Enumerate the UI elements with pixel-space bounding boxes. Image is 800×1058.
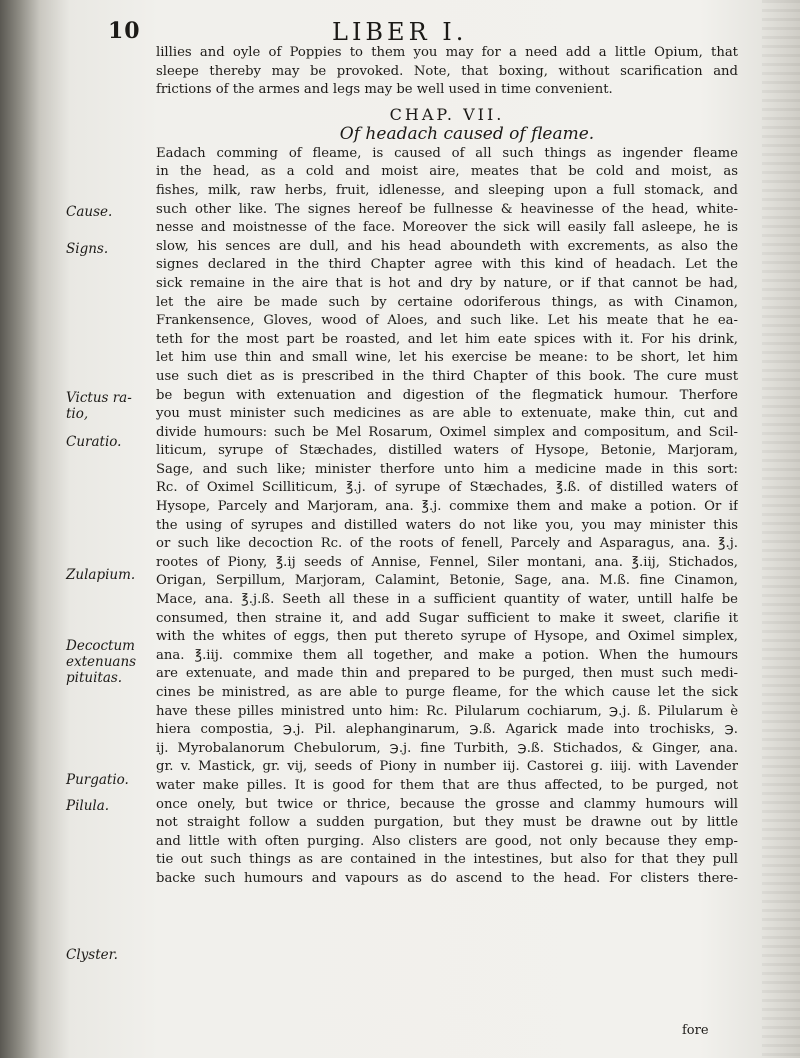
sidenote-clyster: Clyster. [66, 947, 118, 963]
text-line: lillies and oyle of Poppies to them you may for a need add a little Opium, that [156, 45, 738, 60]
sidenote-purge: Purgatio. [66, 772, 129, 788]
text-line: divide humours: such be Mel Rosarum, Oximel simplex and compositum, and Scil- [156, 424, 738, 440]
sidenote-decoction-line: Decoctum [66, 638, 135, 654]
sidenote-cure: Curatio. [66, 434, 122, 450]
text-line: and little with often purging. Also clisters are good, not only because they emp- [156, 833, 738, 849]
text-line: ana. ℥.iij. commixe them all together, and make a potion. When the humours [156, 647, 738, 663]
text-line: Rc. of Oximel Scilliticum, ℥.j. of syrupe of Stæchades, ℥.ß. of distilled waters of [156, 480, 738, 496]
text-line: let him use thin and small wine, let his exercise be meane: to be short, let him [156, 350, 738, 366]
text-line: Mace, ana. ℥.j.ß. Seeth all these in a sufficient quantity of water, untill halfe be [156, 592, 738, 608]
sidenote-diet-line: Victus ra- [66, 390, 132, 406]
book-title: LIBER I. [332, 18, 468, 46]
text-line: rootes of Piony, ℥.ij seeds of Annise, Fennel, Siler montani, ana. ℥.iij, Stichados, [156, 554, 738, 570]
text-line: you must minister such medicines as are able to extenuate, make thin, cut and [156, 406, 738, 422]
text-line: backe such humours and vapours as do ascend to the head. For clisters there- [156, 870, 738, 886]
chapter-number: CHAP. VII. [389, 104, 505, 124]
sidenote-diet-line: tio, [66, 406, 89, 422]
text-line: gr. v. Mastick, gr. vij, seeds of Piony in number iij. Castorei g. iiij. with Lavender [156, 759, 738, 775]
running-head [100, 18, 660, 46]
sidenote-diet [66, 390, 152, 422]
text-line: in the head, as a cold and moist aire, meates that be cold and moist, as [156, 164, 738, 180]
text-line: ij. Myrobalanorum Chebulorum, ℈.j. fine Turbith, ℈.ß. Stichados, & Ginger, ana. [156, 740, 738, 756]
sidenote-decoction [66, 638, 152, 686]
text-line: have these pilles ministred unto him: Rc. Pilularum cochiarum, ℈.j. ß. Pilularum è [156, 703, 738, 719]
text-line: sleepe thereby may be provoked. Note, that boxing, without scarification and [156, 63, 738, 79]
text-line: nesse and moistnesse of the face. Moreover the sick will easily fall asleepe, he is [156, 220, 738, 236]
catchword: fore [682, 1023, 709, 1038]
text-line: teth for the most part be roasted, and let him eate spices with it. For his drink, [156, 331, 738, 347]
text-line: not straight follow a sudden purgation, but they must be drawne out by little [156, 815, 738, 831]
text-line: be begun with extenuation and digestion of the flegmatick humour. Therfore [156, 387, 738, 403]
text-line: sick remaine in the aire that is hot and dry by nature, or if that cannot be had, [156, 275, 738, 291]
chapter-title: Of headach caused of fleame. [339, 123, 595, 144]
facing-page-bleed [762, 0, 800, 1058]
text-line: once onely, but twice or thrice, because the grosse and clammy humours will [156, 796, 738, 812]
sidenote-julep: Zulapium. [66, 567, 136, 583]
text-line: use such diet as is prescribed in the third Chapter of this book. The cure must [156, 368, 738, 384]
text-line: such other like. The signes hereof be fullnesse & heavinesse of the head, white- [156, 201, 738, 217]
text-line: let the aire be made such by certaine odoriferous things, as with Cinamon, [156, 294, 738, 310]
text-line: cines be ministred, as are able to purge fleame, for the which cause let the sick [156, 685, 738, 700]
text-block [156, 44, 738, 889]
text-line: fishes, milk, raw herbs, fruit, idlenesse, and sleeping upon a full stomack, and [156, 182, 738, 198]
text-line: are extenuate, and made thin and prepared to be purged, then must such medi- [156, 666, 738, 682]
sidenote-cause: Cause. [66, 204, 113, 220]
text-line: slow, his sences are dull, and his head aboundeth with excrements, as also the [156, 238, 738, 254]
sidenote-pills: Pilula. [66, 798, 110, 814]
text-line: Frankensence, Gloves, wood of Aloes, and such like. Let his meate that he ea- [156, 313, 738, 329]
text-line: Sage, and such like; minister therfore unto him a medicine made in this sort: [156, 461, 738, 477]
text-line: water make pilles. It is good for them that are thus affected, to be purged, not [156, 777, 738, 793]
sidenote-decoction-line: extenuans [66, 654, 137, 670]
text-line: frictions of the armes and legs may be well used in time convenient. [156, 82, 613, 98]
text-line: Hysope, Parcely and Marjoram, ana. ℥.j. commixe them and make a potion. Or if [156, 499, 738, 515]
text-line: the using of syrupes and distilled waters do not like you, you may minister this [156, 517, 738, 533]
text-line: liticum, syrupe of Stæchades, distilled waters of Hysope, Betonie, Marjoram, [156, 443, 738, 459]
text-line: consumed, then straine it, and add Sugar sufficient to make it sweet, clarifie it [156, 610, 738, 626]
text-line: Origan, Serpillum, Marjoram, Calamint, Betonie, Sage, ana. M.ß. fine Cinamon, [156, 573, 738, 589]
text-line: Eadach comming of fleame, is caused of all such things as ingender fleame [156, 145, 738, 161]
text-line: or such like decoction Rc. of the roots of fenell, Parcely and Asparagus, ana. ℥.j. [156, 536, 738, 552]
page-number: 10 [108, 18, 141, 44]
text-line: signes declared in the third Chapter agree with this kind of headach. Let the [156, 257, 738, 273]
sidenote-decoction-line: pituitas. [66, 670, 123, 686]
text-line: with the whites of eggs, then put thereto syrupe of Hysope, and Oximel simplex, [156, 629, 738, 645]
text-line: tie out such things as are contained in the intestines, but also for that they pull [156, 852, 738, 868]
sidenote-signs: Signs. [66, 241, 109, 257]
text-line: hiera compostia, ℈.j. Pil. alephanginarum, ℈.ß. Agarick made into trochisks, ℈. [156, 722, 738, 738]
